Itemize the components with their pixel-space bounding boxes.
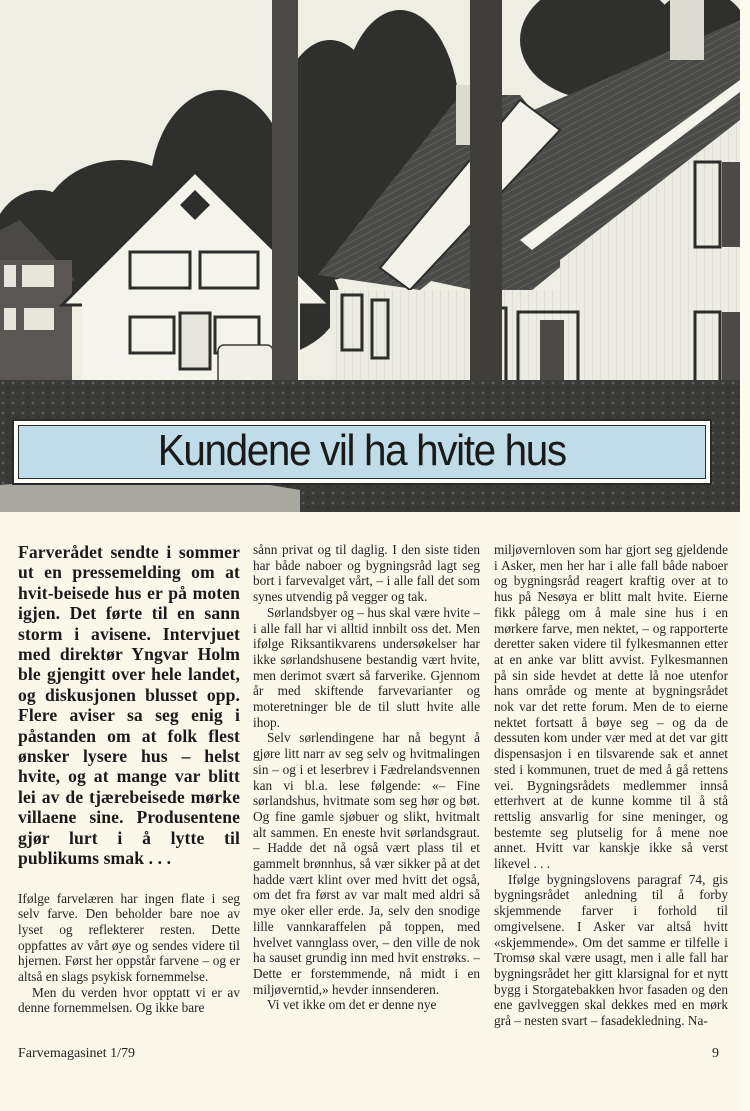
page-margin <box>740 0 750 1111</box>
body-paragraph: miljøvernloven som har gjort seg gjeldende i Asker, men her har i alle fall både naboer og bygningsråd reagert kraftig over at to hus på Nesøya er blitt malt hvite. Eierne fikk pålegg om å male sine hus i en mørkere farve, men nektet, – og rapporterte deretter saken videre til fylkesmannen etter at en anke var blitt avvist. Fylkesmannen på sin side hevdet at dette lå noe utenfor hans område og mente at bygningsrådet nok var det rette forum. Men de to eierne nektet fortsatt å bøye seg – og da de dessuten kom under vær med at det var gitt dispensasjon i en tilsvarende sak et annet sted i kommunen, truet de med å gå rettens vei. Bygningsrådets medlemmer innså etterhvert at de kunne komme til å stå rettslig ansvarlig for sine meninger, og bestemte seg plutselig for å mene noe annet. Hvitt var kanskje ikke så verst likevel . . . <box>494 542 728 872</box>
lead-paragraph: Farverådet sendte i sommer ut en pressemelding om at hvit-beisede hus er på moten igjen. Det førte til en sann storm i avisene. Intervjuet med direktør Yngvar Holm ble gjengitt over hele landet, og diskusjonen blusset opp. Flere aviser sa seg enig i påstanden om at folk flest ønsker lysere hus – helst hvite, og at mange var blitt lei av de tjærebeisede mørke villaene sine. Produsentene gjør lurt i å lytte til publikums smak . . . <box>18 542 240 869</box>
body-paragraph: sånn privat og til daglig. I den siste tiden har både naboer og bygningsråd lagt seg bort i farvevalget vårt, – i alle fall det som synes utvendig på vegger og tak. <box>253 542 480 605</box>
body-paragraph: Men du verden hvor opptatt vi er av denne fornemmelsen. Og ikke bare <box>18 984 240 1016</box>
text-column-2 <box>253 542 480 1013</box>
article-title: Kundene vil ha hvite hus <box>158 426 566 475</box>
title-banner-inner <box>18 425 706 479</box>
body-paragraph: Ifølge bygningslovens paragraf 74, gis bygningsrådet anledning til å forby skjemmende farver i forhold til omgivelsene. I Asker var altså hvitt «skjemmende». Om det samme er tilfelle i Tromsø skal være usagt, men i alle fall har bygningsrådet her gitt klarsignal for et nytt bygg i Storgatebakken hvor fasaden og den ene gavlveggen skal dekkes med en mørk grå – nesten svart – fasadekledning. Na- <box>494 871 728 1029</box>
body-paragraph: Sørlandsbyer og – hus skal være hvite – i alle fall har vi alltid innbilt oss det. Men ifølge Riksantikvarens undersøkelser har ikke sørlandshusene bestandig vært hvite, men derimot svært så farverike. Gjennom år med skiftende farvevarianter og moteretninger ble de til slutt hvite alle ihop. <box>253 604 480 730</box>
title-banner <box>12 419 712 485</box>
publication-footer: Farvemagasinet 1/79 <box>18 1046 136 1061</box>
text-column-3 <box>494 542 728 1029</box>
body-paragraph: Ifølge farvelæren har ingen flate i seg selv farve. Den beholder bare noe av lyset og reflekterer resten. Dette oppfattes av vårt øye og sendes videre til hjernen. Først her oppstår farvene – og er altså en slags psykisk fornemmelse. <box>18 890 240 985</box>
body-paragraph: Vi vet ikke om det er denne nye <box>267 997 437 1013</box>
page-number: 9 <box>712 1046 719 1061</box>
body-paragraph: Selv sørlendingene har nå begynt å gjøre litt narr av seg selv og hvitmalingen sin – og i et leserbrev i Fædrelandsvennen kan vi bl.a. lese følgende: «– Fine sørlandshus, hvitmate som seg hør og bøt. Og fine gamle sjøbuer og slikt, hvitmalt alt sammen. En eneste hvit sørlandsgraut. – Hadde det nå også vært plass til et gammelt brønnhus, så vær sikker på at det hadde vært klint over med hvitt det også, om det fra først av var malt med aldri så mye oker eller erde. Ja, selv den snodige lille vannkaraffelen på toppen, med hvelvet vannglass over, – den ville de nok ha sauset grundig inn med hvit enstrøks. – Dette er forstemmende, nå midt i en miljøverntid,» hevder innsenderen. <box>253 730 480 997</box>
text-column-1 <box>18 542 240 1016</box>
